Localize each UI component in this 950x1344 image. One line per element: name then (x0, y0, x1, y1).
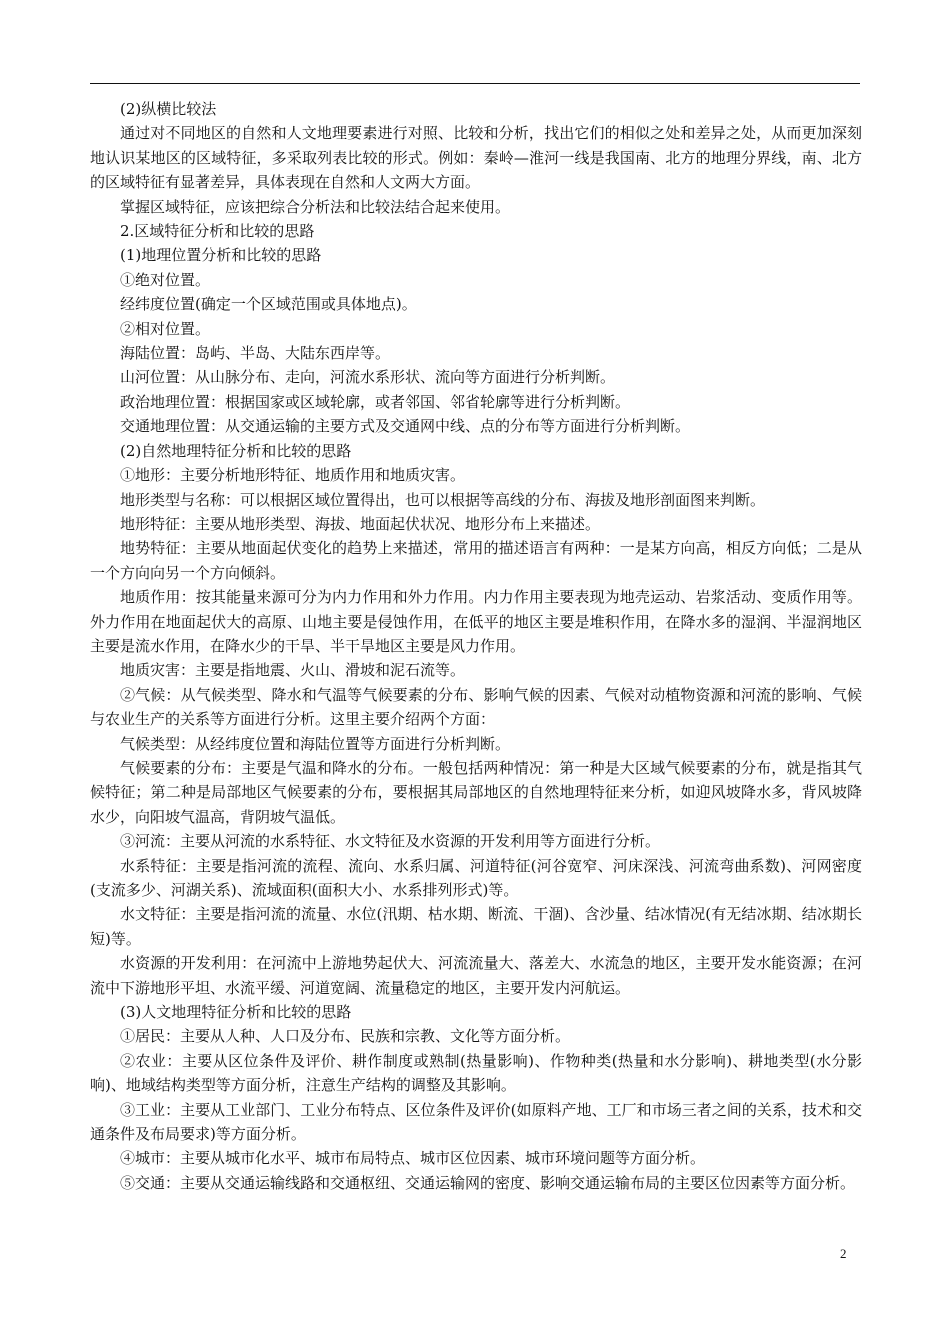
paragraph: 水文特征：主要是指河流的流量、水位(汛期、枯水期、断流、干涸)、含沙量、结冰情况(有无结冰期、结冰期长短)等。 (90, 905, 862, 948)
list-item: ②相对位置。 (120, 319, 211, 338)
list-item: ②农业：主要从区位条件及评价、耕作制度或熟制(热量影响)、作物种类(热量和水分影响)、耕地类型(水分影响)、地域结构类型等方面分析，注意生产结构的调整及其影响。 (90, 1051, 862, 1095)
paragraph: 山河位置：从山脉分布、走向，河流水系形状、流向等方面进行分析判断。 (120, 368, 616, 387)
paragraph: 经纬度位置(确定一个区域范围或具体地点)。 (120, 295, 417, 314)
paragraph: 通过对不同地区的自然和人文地理要素进行对照、比较和分析，找出它们的相似之处和差异之处，从而更加深刻地认识某地区的区域特征，多采取列表比较的形式。例如：秦岭—淮河一线是我国南、北方的地理分界线，南、北方的区域特征有显著差异，具体表现在自然和人文两大方面。 (90, 124, 862, 192)
paragraph: 交通地理位置：从交通运输的主要方式及交通网中线、点的分布等方面进行分析判断。 (120, 417, 691, 436)
paragraph: 地质灾害：主要是指地震、火山、滑坡和泥石流等。 (120, 661, 466, 680)
paragraph: 掌握区域特征，应该把综合分析法和比较法结合起来使用。 (120, 197, 511, 216)
list-item: ②气候：从气候类型、降水和气温等气候要素的分布、影响气候的因素、气候对动植物资源和河流的影响、气候与农业生产的关系等方面进行分析。这里主要介绍两个方面： (90, 685, 862, 729)
body-text (90, 97, 862, 1195)
list-item: ①地形：主要分析地形特征、地质作用和地质灾害。 (120, 466, 466, 485)
list-item: ③河流：主要从河流的水系特征、水文特征及水资源的开发利用等方面进行分析。 (120, 832, 661, 851)
list-item: ①居民：主要从人种、人口及分布、民族和宗教、文化等方面分析。 (120, 1027, 571, 1046)
paragraph: 政治地理位置：根据国家或区域轮廓，或者邻国、邻省轮廓等进行分析判断。 (120, 392, 631, 411)
paragraph: 地势特征：主要从地面起伏变化的趋势上来描述，常用的描述语言有两种：一是某方向高，相反方向低；二是从一个方向向另一个方向倾斜。 (90, 539, 862, 582)
paragraph: 地质作用：按其能量来源可分为内力作用和外力作用。内力作用主要表现为地壳运动、岩浆活动、变质作用等。外力作用在地面起伏大的高原、山地主要是侵蚀作用，在低平的地区主要是堆积作用，在降水多的湿润、半湿润地区主要是流水作用，在降水少的干旱、半干旱地区主要是风力作用。 (90, 588, 862, 655)
subheading-human-geography: (3)人文地理特征分析和比较的思路 (120, 1003, 352, 1022)
paragraph: 气候要素的分布：主要是气温和降水的分布。一般包括两种情况：第一种是大区域气候要素的分布，就是指其气候特征；第二种是局部地区气候要素的分布，要根据其局部地区的自然地理特征来分析，如迎风坡降水多，背风坡降水少，向阳坡气温高，背阴坡气温低。 (90, 758, 862, 826)
paragraph: 海陆位置：岛屿、半岛、大陆东西岸等。 (120, 344, 391, 363)
list-item: ③工业：主要从工业部门、工业分布特点、区位条件及评价(如原料产地、工厂和市场三者之间的关系，技术和交通条件及布局要求)等方面分析。 (90, 1100, 862, 1144)
paragraph: 水系特征：主要是指河流的流程、流向、水系归属、河道特征(河谷宽窄、河床深浅、河流弯曲系数)、河网密度(支流多少、河湖关系)、流域面积(面积大小、水系排列形式)等。 (90, 856, 862, 899)
paragraph: 水资源的开发利用：在河流中上游地势起伏大、河流流量大、落差大、水流急的地区，主要开发水能资源；在河流中下游地形平坦、水流平缓、河道宽阔、流量稳定的地区，主要开发内河航运。 (90, 954, 862, 997)
section-heading: 2.区域特征分析和比较的思路 (120, 222, 315, 241)
paragraph: 地形类型与名称：可以根据区域位置得出，也可以根据等高线的分布、海拔及地形剖面图来判断。 (120, 490, 766, 509)
header-rule (90, 83, 860, 84)
list-item: ⑤交通：主要从交通运输线路和交通枢纽、交通运输网的密度、影响交通运输布局的主要区位因素等方面分析。 (120, 1173, 856, 1192)
paragraph: 气候类型：从经纬度位置和海陆位置等方面进行分析判断。 (120, 734, 511, 753)
subheading-physical-geography: (2)自然地理特征分析和比较的思路 (120, 441, 352, 460)
paragraph: 地形特征：主要从地形类型、海拔、地面起伏状况、地形分布上来描述。 (120, 514, 601, 533)
subheading-location: (1)地理位置分析和比较的思路 (120, 246, 322, 265)
page-number: 2 (840, 1246, 847, 1261)
list-item: ①绝对位置。 (120, 270, 211, 289)
subheading-vertical-horizontal-comparison: (2)纵横比较法 (120, 100, 217, 118)
list-item: ④城市：主要从城市化水平、城市布局特点、城市区位因素、城市环境问题等方面分析。 (120, 1149, 706, 1168)
